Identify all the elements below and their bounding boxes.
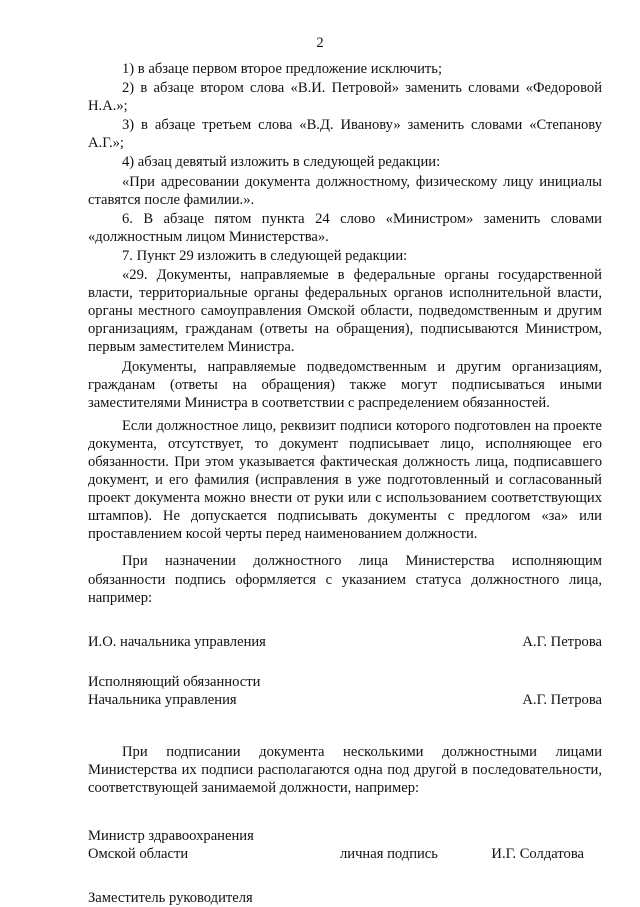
paragraph: При назначении должностного лица Министерства исполняющим обязанности подпись оформляется с указанием статуса должностного лица, например: [88,553,602,606]
signature-row [88,691,602,709]
signature-example-2 [88,673,602,709]
signature-example-3 [88,827,602,863]
paragraph: 2) в абзаце втором слова «В.И. Петровой» заменить словами «Федоровой Н.А.»; [88,80,602,115]
signature-position: И.О. начальника управления [88,633,266,650]
signature-placeholder: личная подпись [340,846,438,863]
signature-row [88,845,602,863]
paragraph: Документы, направляемые подведомственным и другим организациям, гражданам (ответы на обращения) также могут подписываться иными заместителями Министра в соответствии с распределением обязанностей. [88,358,602,411]
document-body [88,60,602,907]
signature-position-line: Министр здравоохранения [88,828,254,845]
signature-example-1 [88,633,602,651]
paragraph: Если должностное лицо, реквизит подписи которого подготовлен на проекте документа, отсутствует, то документ подписывает лицо, исполняющее его обязанности. При этом указывается фактическая должность лица, подписавшего документ, и его фамилия (исправления в уже подготовленный и согласованный проект документа можно внести от руки или с использованием соответствующих штампов). Не допускается подписывать документы с предлогом «за» или проставлением косой черты перед наименованием должности. [88,417,602,543]
signature-position-line: Омской области [88,846,189,863]
signature-name: А.Г. Петрова [522,633,602,650]
page-number: 2 [316,35,324,51]
paragraph: «При адресовании документа должностному, физическому лицу инициалы ставятся после фамилии.». [88,173,602,208]
paragraph: 6. В абзаце пятом пункта 24 слово «Министром» заменить словами «должностным лицом Министерства». [88,210,602,245]
signature-position-line: Заместитель руководителя [88,890,253,907]
signature-position-line: Начальника управления [88,691,237,708]
paragraph: 4) абзац девятый изложить в следующей редакции: [122,154,441,171]
paragraph: При подписании документа несколькими должностными лицами Министерства их подписи располагаются одна под другой в последовательности, соответствующей занимаемой должности, например: [88,743,602,796]
signature-name: А.Г. Петрова [522,691,602,708]
paragraph: «29. Документы, направляемые в федеральные органы государственной власти, территориальные органы федеральных органов исполнительной власти, органы местного самоуправления Омской области, подведомственным и другим организациям, гражданам (ответы на обращения), подписываются Министром, первым заместителем Министра. [88,267,602,356]
paragraph: 1) в абзаце первом второе предложение исключить; [122,61,442,77]
signature-name: И.Г. Солдатова [491,846,584,863]
paragraph: 3) в абзаце третьем слова «В.Д. Иванову» заменить словами «Степанову А.Г.»; [88,117,602,152]
paragraph: 7. Пункт 29 изложить в следующей редакции: [122,247,408,264]
signature-position-line: Исполняющий обязанности [88,673,261,690]
